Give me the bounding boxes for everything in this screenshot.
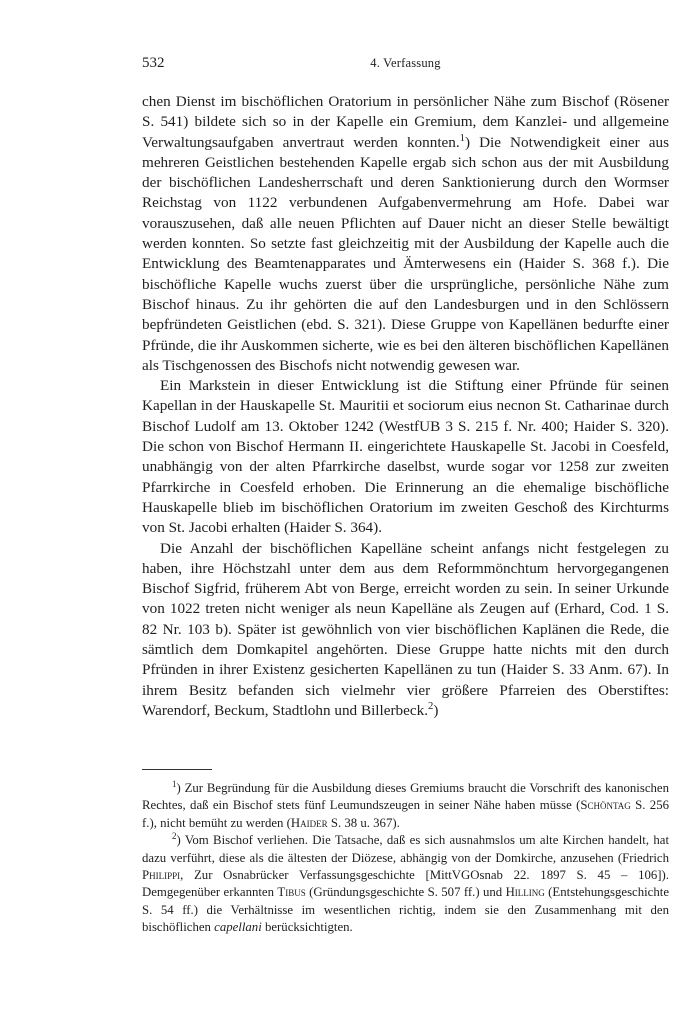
author-name: Schöntag <box>580 798 631 813</box>
paragraph-1-text-cont: ) Die Notwendigkeit einer aus mehreren Geistlichen bestehenden Kapelle ergab sich schon aus der mit Ausbildung der bischöflichen Landesherrschaft und deren Sanktionierung durch den Wormser Reichstag von 1122 verbundenen Aufgabenvermehrung am Hofe. Dabei war vorauszusehen, daß alle neuen Pflichten auf Dauer nicht an dieser Stelle bewältigt werden konnten. So setzte fast gleichzeitig mit der Ausbildung der Kapelle auch die Entwicklung des Beamtenapparates und Ämterwesens ein (Haider S. 368 f.). Die bischöfliche Kapelle wuchs zuerst über die ursprüngliche, persönliche Nähe zum Bischof hinaus. Zu ihr gehörten die auf den Landesburgen und in den Schlössern bepfründeten Geistlichen (ebd. S. 321). Diese Gruppe von Kapellänen bedurfte einer Pfründe, die ihr Auskommen sicherte, wie es bei den älteren bischöflichen Kapellänen als Tischgenossen des Bischofs nicht notwendig gewesen war. <box>142 133 669 374</box>
author-name: Philippi <box>142 868 181 883</box>
paragraph-1 <box>142 92 669 376</box>
paragraph-3-text-cont: ) <box>433 701 439 719</box>
footnotes <box>142 780 669 937</box>
running-head: 4. Verfassung <box>370 56 441 70</box>
paragraph-2: Ein Markstein in dieser Entwicklung ist die Stiftung einer Pfründe für seinen Kapellan in der Hauskapelle St. Mauritii et sociorum eius necnon St. Catharinae durch Bischof Ludolf am 13. Oktober 1242 (WestfUB 3 S. 215 f. Nr. 400; Haider S. 320). Die schon von Bischof Hermann II. eingerichtete Hauskapelle St. Jacobi in Coesfeld, unabhängig von der alten Pfarrkirche daselbst, wurde sogar vor 1258 zur zweiten Pfarrkirche in Coesfeld erhoben. Die Erinnerung an die ehemalige bischöfliche Hauskapelle blieb im bischöflichen Oratorium im zweiten Geschoß des Kirchturms von St. Jacobi erhalten (Haider S. 364). <box>142 377 669 537</box>
footnote-1 <box>142 780 669 832</box>
footnote-2-text: (Entstehungsgeschichte S. 54 ff.) die Verhältnisse im wesentlichen richtig, indem sie den Zusammenhang mit den bischöflichen <box>142 885 669 935</box>
footnote-1-text: S. 38 u. 367). <box>327 815 400 830</box>
footnote-2-text: berücksichtigten. <box>261 920 353 935</box>
author-name: Hilling <box>505 885 545 900</box>
page-header <box>142 55 669 75</box>
paragraph-1-text: chen Dienst im bischöflichen Oratorium in persönlicher Nähe zum Bischof (Rösener S. 541) bildete sich so in der Kapelle ein Gremium, dem Kanzlei- und allgemeine Verwaltungsaufgaben anvertraut werden konnten. <box>142 93 669 151</box>
footnote-1-number: 1 <box>172 779 177 790</box>
italic-term: capellani <box>214 920 262 935</box>
author-name: Tibus <box>277 885 306 900</box>
footnote-ref-1: 1 <box>459 132 465 144</box>
footnote-1-text: ) Zur Begründung für die Ausbildung dieses Gremiums braucht die Vorschrift des kanonischen Rechtes, daß ein Bischof stets fünf Leumundszeugen in seiner Nähe haben müsse ( <box>142 781 669 813</box>
page-number: 532 <box>142 55 165 71</box>
paragraph-3 <box>142 539 669 722</box>
footnote-1-text: S. 256 f.), nicht bemüht zu werden ( <box>142 798 669 830</box>
author-name: Haider <box>290 815 328 830</box>
footnote-separator <box>142 769 212 770</box>
footnote-2-number: 2 <box>172 831 177 842</box>
footnote-2-text: ) Vom Bischof verliehen. Die Tatsache, daß es sich ausnahmslos um alte Kirchen handelt, hat dazu verführt, diese als die ältesten der Diözese, abhängig von der Domkirche, anzusehen (Friedrich <box>142 833 669 865</box>
footnote-2-text: (Gründungsgeschichte S. 507 ff.) und <box>305 885 506 900</box>
footnote-2 <box>142 832 669 936</box>
body-text <box>142 92 669 721</box>
paragraph-3-text: Die Anzahl der bischöflichen Kapelläne scheint anfangs nicht festgelegen zu haben, ihre Höchstzahl unter dem aus dem Reformmönchtum hervorgegangenen Bischof Sigfrid, früherem Abt von Berge, erreicht worden zu sein. In seiner Urkunde von 1022 treten nicht weniger als neun Kapelläne als Zeugen auf (Erhard, Cod. 1 S. 82 Nr. 103 b). Später ist gewöhnlich von vier bischöflichen Kaplänen die Rede, die sämtlich dem Domkapitel angehörten. Diese Gruppe hatte nichts mit den durch Pfründen in ihrer Existenz gesicherten Kapellänen zu tun (Haider S. 33 Anm. 67). In ihrem Besitz befanden sich vielmehr vier größere Pfarreien des Oberstiftes: Warendorf, Beckum, Stadtlohn und Billerbeck. <box>142 539 669 719</box>
footnote-ref-2: 2 <box>428 701 434 713</box>
footnote-2-text: , Zur Osnabrücker Verfassungsgeschichte [MittVGOsnab 22. 1897 S. 45 – 106]). Demgegenüber erkannten <box>142 868 669 900</box>
